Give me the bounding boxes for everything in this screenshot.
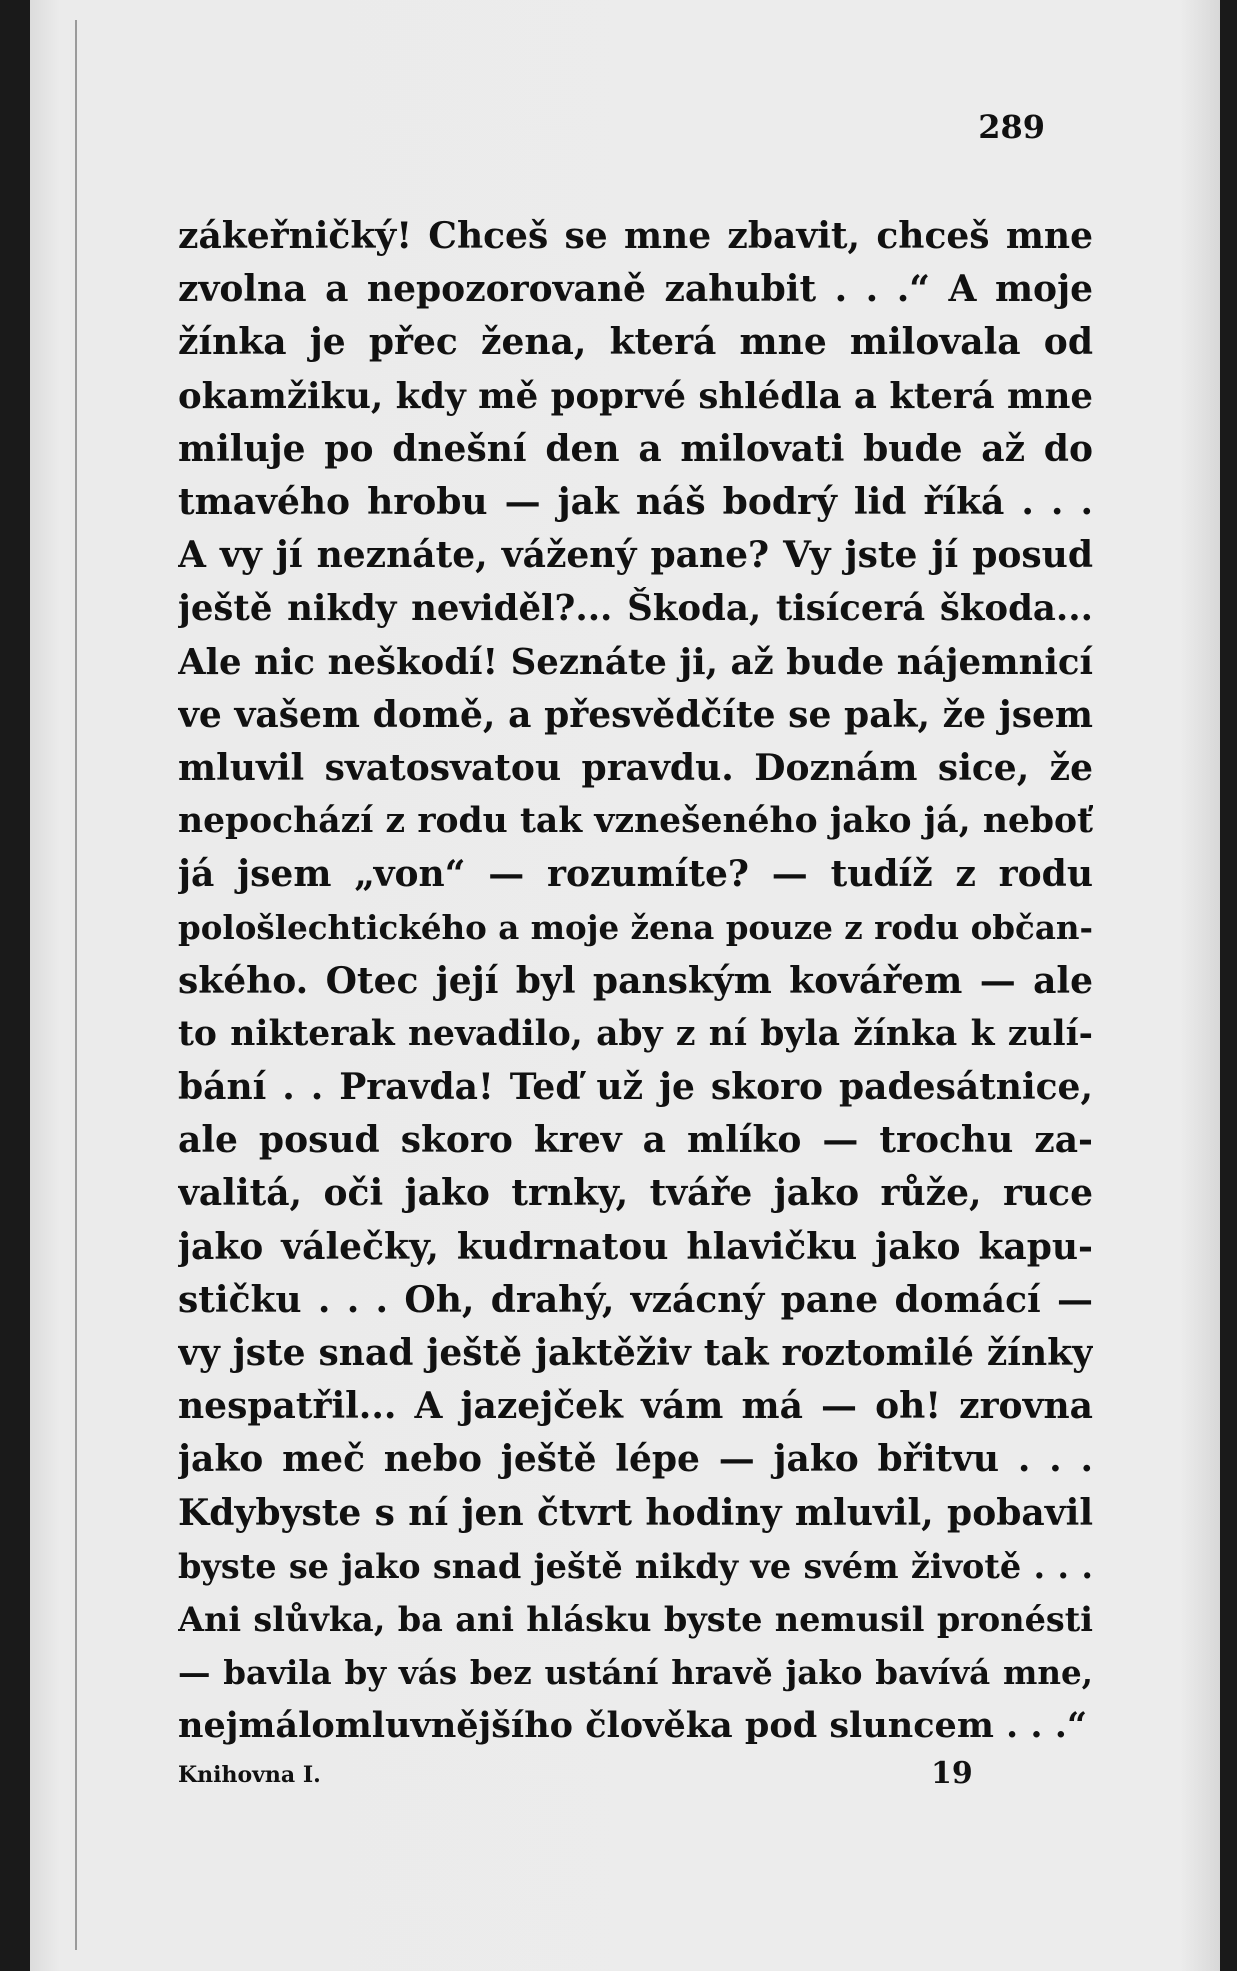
text-line: já jsem „von“ — rozumíte? — tudíž z rodu [178,853,1093,896]
text-line: stičku . . . Oh, drahý, vzácný pane domácí — [178,1278,1093,1321]
text-line: byste se jako snad ještě nikdy ve svém životě . . . [178,1546,1093,1586]
text-line: jako meč nebo ještě lépe — jako břitvu . . . [178,1438,1093,1481]
text-line: Kdybyste s ní jen čtvrt hodiny mluvil, pobavil [178,1491,1093,1534]
text-line: Ani slůvka, ba ani hlásku byste nemusil pronésti [178,1599,1093,1639]
text-line: ského. Otec její byl panským kovářem — ale [178,959,1093,1002]
book-page [30,0,1220,1971]
text-line: valitá, oči jako trnky, tváře jako růže, ruce [178,1172,1093,1215]
text-line: tmavého hrobu — jak náš bodrý lid říká . . . [178,480,1093,523]
text-line: ale posud skoro krev a mlíko — trochu za- [178,1119,1093,1162]
text-line: zákeřničký! Chceš se mne zbavit, chceš mne [178,215,1093,257]
text-line: jako válečky, kudrnatou hlavičku jako kapu- [178,1225,1093,1268]
text-line: — bavila by vás bez ustání hravě jako bavívá mne, [178,1653,1093,1693]
footer-signature-number: 19 [931,1756,973,1791]
text-line: miluje po dnešní den a milovati bude až do [178,427,1093,470]
text-line: nepochází z rodu tak vznešeného jako já, neboť [178,801,1093,842]
footer-signature-label: Knihovna I. [178,1762,321,1788]
text-line: bání . . Pravda! Teď už je skoro padesátnice, [178,1066,1093,1108]
page-number: 289 [978,108,1045,146]
text-line: A vy jí neznáte, vážený pane? Vy jste jí posud [178,534,1093,577]
text-line: nespatřil... A jazejček vám má — oh! zrovna [178,1385,1093,1428]
text-line: ještě nikdy neviděl?... Škoda, tisícerá škoda... [178,588,1093,630]
text-line: žínka je přec žena, která mne milovala od [178,321,1093,364]
text-line: pološlechtického a moje žena pouze z rodu občan- [178,908,1093,948]
body-text [178,210,1093,1752]
text-line: ve vašem domě, a přesvědčíte se pak, že jsem [178,693,1093,736]
text-line: mluvil svatosvatou pravdu. Doznám sice, že [178,746,1093,789]
text-line: zvolna a nepozorovaně zahubit . . .“ A moje [178,268,1093,311]
text-line: vy jste snad ještě jaktěživ tak roztomilé žínky [178,1331,1093,1374]
text-line: to nikterak nevadilo, aby z ní byla žínka k zulí- [178,1013,1093,1054]
text-line: nejmálomluvnějšího člověka pod sluncem . . .“ [178,1705,1088,1747]
text-line: Ale nic neškodí! Seznáte ji, až bude nájemnicí [178,641,1093,683]
page-spine-edge [75,20,77,1950]
text-line: okamžiku, kdy mě poprvé shlédla a která mne [178,375,1093,417]
page-footer [178,1756,978,1796]
